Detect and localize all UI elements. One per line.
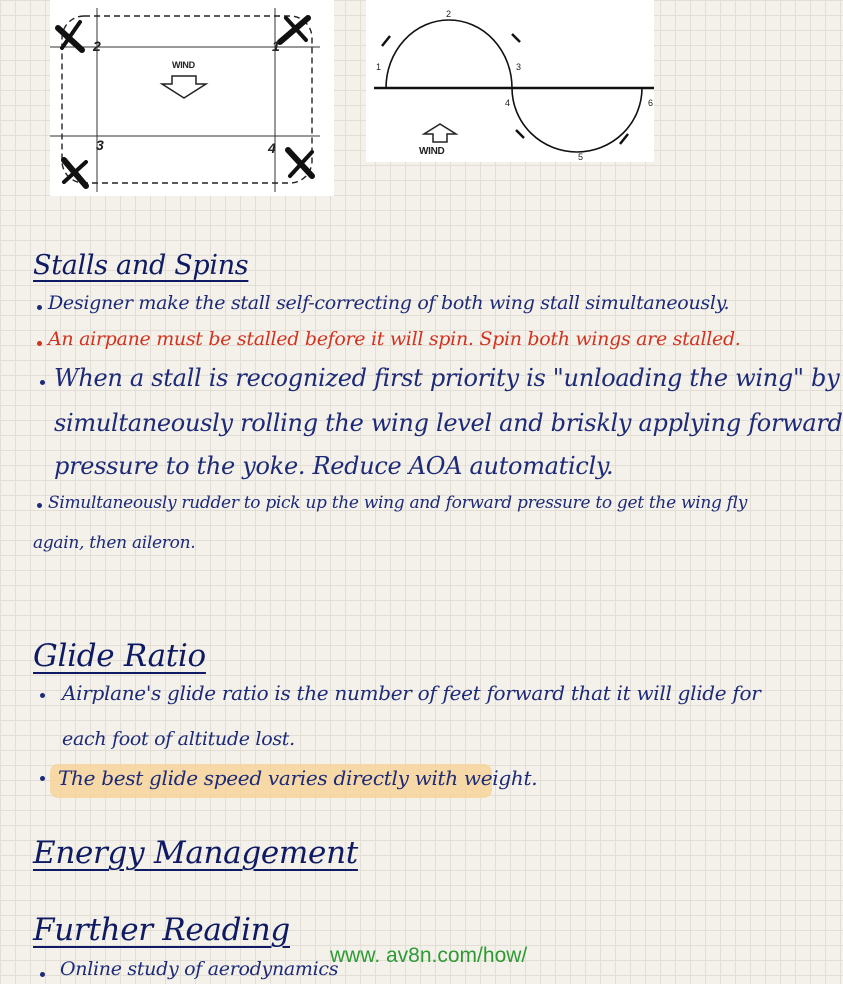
bullet [37,341,42,346]
corner-label-4: 4 [268,140,276,156]
stalls-line-4: simultaneously rolling the wing level and briskly applying forward [54,409,843,437]
glide-line-2: each foot of altitude lost. [62,728,295,750]
corner-label-3: 3 [96,137,104,153]
point-label-1: 1 [376,62,381,72]
section-heading-glide: Glide Ratio [33,638,206,674]
stalls-line-7: again, then aileron. [33,533,196,553]
point-label-5: 5 [578,152,583,162]
stalls-line-6: Simultaneously rudder to pick up the wing and forward pressure to get the wing fly [48,493,748,513]
glide-line-3: The best glide speed varies directly with weight. [58,766,538,790]
stalls-line-1: Designer make the stall self-correcting of both wing stall simultaneously. [48,292,730,314]
glide-line-1: Airplane's glide ratio is the number of feet forward that it will glide for [62,681,761,705]
bullet [40,776,45,781]
bullet [37,503,42,508]
point-label-4: 4 [505,98,510,108]
airplane-icon [64,160,86,186]
wind-label: WIND [419,146,445,157]
point-label-6: 6 [648,98,653,108]
bullet [40,693,45,698]
section-heading-stalls: Stalls and Spins [33,250,249,281]
bullet [40,380,45,385]
reading-line-1: Online study of aerodynamics [60,958,339,980]
rectangular-course-svg [50,0,334,196]
bullet [37,305,42,310]
corner-label-2: 2 [93,38,101,54]
point-label-2: 2 [446,9,451,19]
reading-link[interactable]: www. av8n.com/how/ [330,944,528,967]
stalls-line-5: pressure to the yoke. Reduce AOA automaticly. [54,452,614,480]
corner-label-1: 1 [272,38,280,54]
wind-label: WIND [172,60,195,70]
section-heading-reading: Further Reading [33,912,290,948]
point-label-3: 3 [516,62,521,72]
section-heading-energy: Energy Management [33,835,358,871]
stalls-line-3: When a stall is recognized first priority is "unloading the wing" by [54,364,840,392]
stalls-line-2: An airpane must be stalled before it will spin. Spin both wings are stalled. [48,328,741,350]
bullet [40,972,45,977]
airplane-icon [288,150,312,176]
s-turn-svg [366,0,654,162]
rectangular-course-diagram [50,0,334,196]
airplane-icon [280,18,308,42]
s-turn-diagram [366,0,654,162]
